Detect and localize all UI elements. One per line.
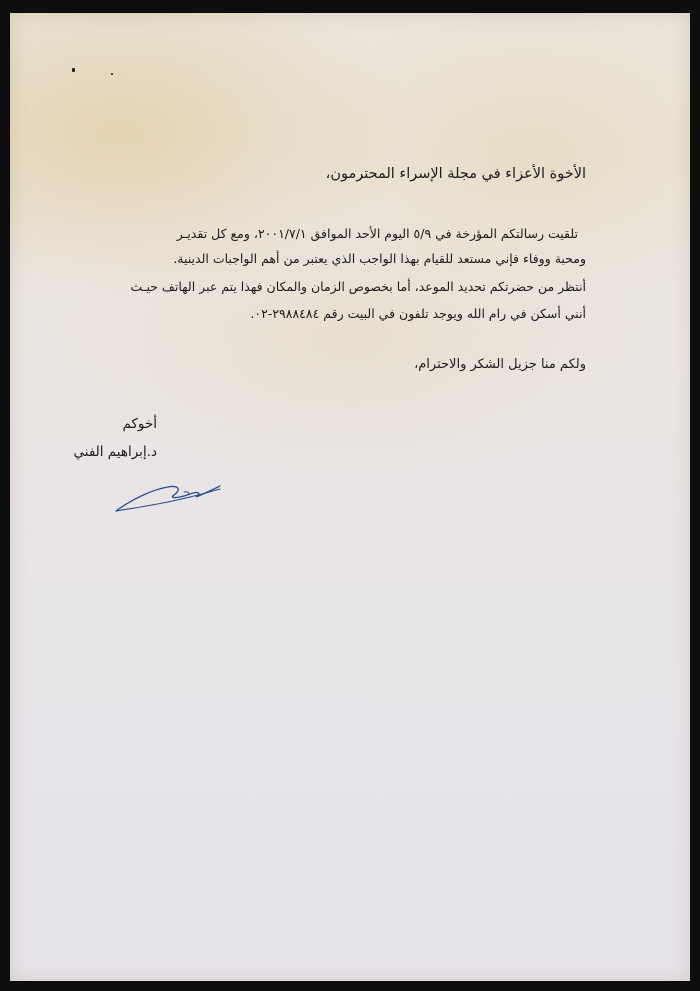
letter-body-line-1: تلقيت رسالتكم المؤرخة في ٥/٩ اليوم الأحد الموافق ٢٠٠١/٧/١، ومع كل تقديـر [176,226,578,241]
letter-closing: ولكم منا جزيل الشكر والاحترام، [414,357,586,372]
letter-body-line-3: أنتظر من حضرتكم تحديد الموعد، أما بخصوص الزمان والمكان فهذا يتم عبر الهاتف حيـث [130,279,586,294]
letter-body-line-4: أنني أسكن في رام الله ويوجد تلفون في البيت رقم ٢٩٨٨٤٨٤-٠٢. [250,306,586,321]
letter-body-line-2: ومحبة ووفاء فإني مستعد للقيام بهذا الواجب الذي يعتبر من أهم الواجبات الدينية. [173,251,586,266]
handwritten-signature [110,469,225,519]
letter-sign-off: أخوكم [122,416,157,432]
letter-page [10,13,690,981]
letter-salutation: الأخوة الأعزاء في مجلة الإسراء المحترمون، [325,166,586,182]
paper-mark [72,68,75,72]
paper-mark [111,73,113,75]
signer-name: د.إبراهيم الفني [73,444,157,460]
